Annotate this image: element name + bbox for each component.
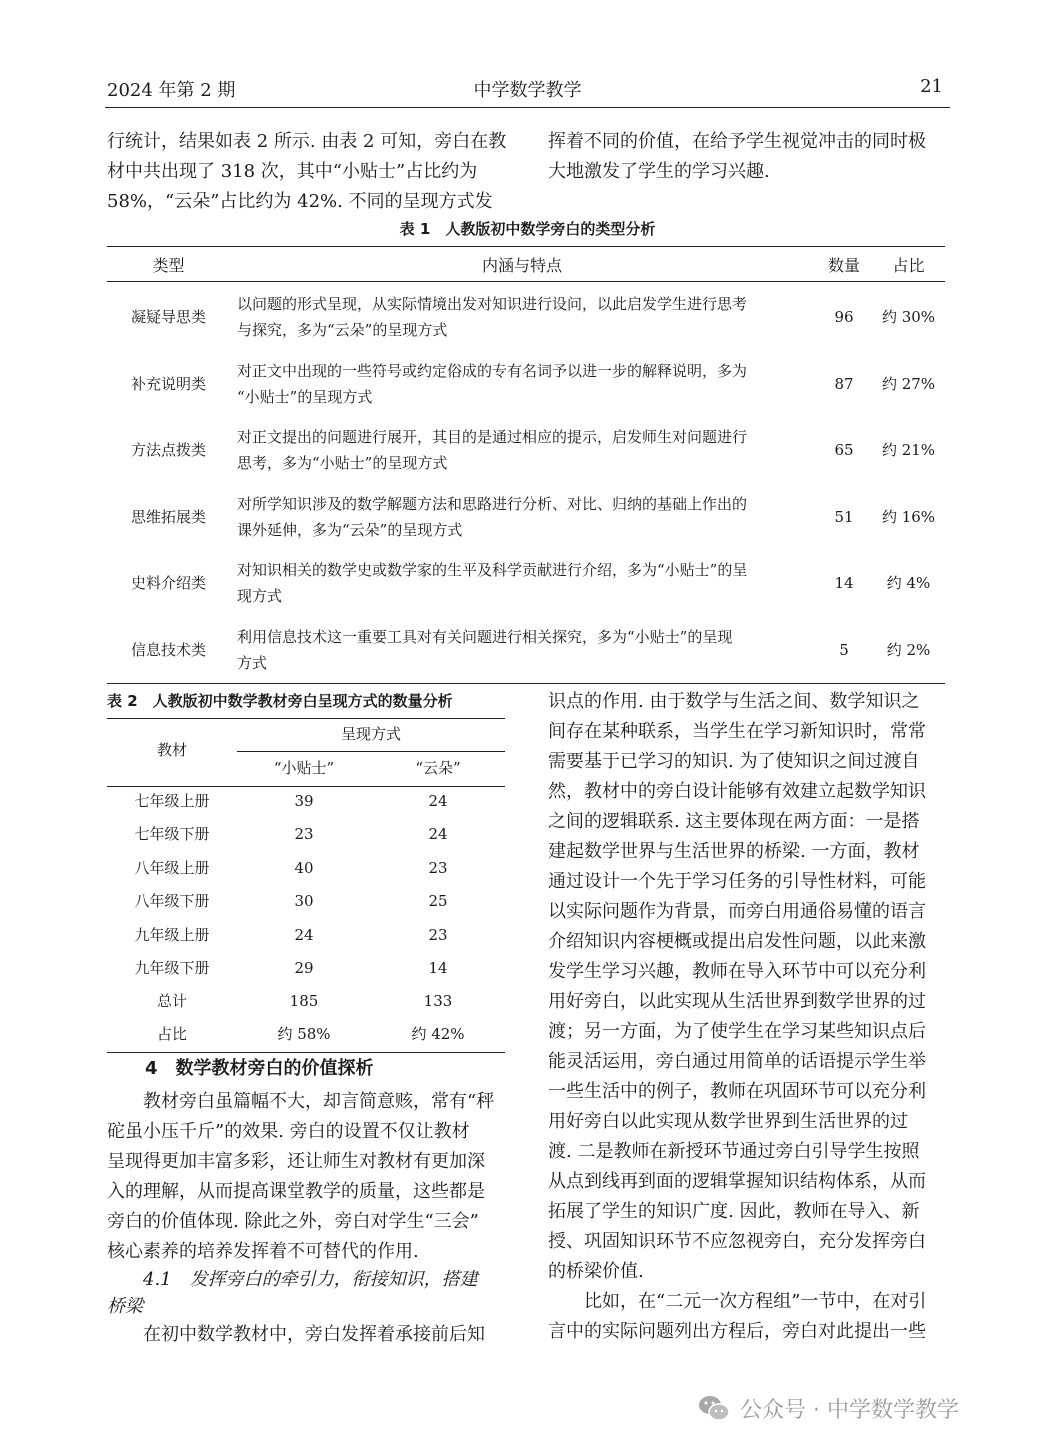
text-line: 之间的逻辑联系. 这主要体现在两方面：一是搭 — [548, 811, 920, 832]
table2-title: 表 2 人教版初中数学教材旁白呈现方式的数量分析 — [107, 692, 453, 710]
table1-bottom-rule — [107, 683, 945, 684]
desc-line: 与探究，多为“云朵”的呈现方式 — [237, 320, 448, 339]
desc-line: “小贴士”的呈现方式 — [237, 387, 373, 406]
subsection-title: 桥梁 — [107, 1296, 143, 1317]
text-line: 以实际问题作为背景，而旁白用通俗易懂的语言 — [548, 901, 926, 922]
table2-textbook: 七年级下册 — [134, 825, 210, 843]
text-line: 材中共出现了 318 次，其中“小贴士”占比约为 — [107, 161, 478, 182]
subsection-paragraph — [107, 1320, 509, 1350]
text-line: 教材旁白虽篇幅不大，却言简意赅，常有“秤 — [107, 1091, 495, 1112]
text-line: 挥着不同的价值，在给予学生视觉冲击的同时极 — [548, 131, 926, 152]
text-line: 拓展了学生的知识广度. 因此，教师在导入、新 — [548, 1201, 920, 1222]
table2-textbook: 八年级下册 — [134, 892, 210, 910]
table2-tip-count: 39 — [294, 792, 314, 810]
text-line: 在初中数学教材中，旁白发挥着承接前后知 — [107, 1324, 485, 1345]
table1-pct: 约 27% — [881, 375, 936, 393]
text-line: 旁白的价值体现. 除此之外，旁白对学生“三会” — [107, 1211, 479, 1232]
table2-cloud-count: 24 — [428, 792, 448, 810]
section4-paragraph — [107, 1087, 509, 1267]
journal-title: 中学数学教学 — [473, 80, 582, 101]
table1-count: 51 — [834, 507, 854, 526]
text-line: 通过设计一个先于学习任务的引导性材料，可能 — [548, 871, 926, 892]
text-line: 用好旁白，以此实现从生活世界到数学世界的过 — [548, 991, 926, 1012]
desc-line: 对正文中出现的一些符号或约定俗成的专有名词予以进一步的解释说明，多为 — [237, 361, 748, 380]
issue-label: 2024 年第 2 期 — [107, 80, 236, 101]
desc-line: 对所学知识涉及的数学解题方法和思路进行分析、对比、归纳的基础上作出的 — [237, 494, 748, 513]
table2-textbook: 九年级上册 — [134, 926, 210, 944]
text-line: 呈现得更加丰富多彩，还让师生对教材有更加深 — [107, 1151, 485, 1172]
text-line: 一些生活中的例子，教师在巩固环节可以充分利 — [548, 1081, 926, 1102]
table2-cloud-count: 23 — [428, 926, 448, 944]
text-line: 大地激发了学生的学习兴趣. — [548, 161, 770, 182]
table2-bottom-rule — [107, 1052, 505, 1053]
desc-line: 现方式 — [237, 586, 283, 605]
table2-tip-count: 40 — [294, 859, 314, 877]
table1-type: 史料介绍类 — [130, 574, 206, 592]
table2-header-group: 呈现方式 — [340, 725, 401, 743]
text-line: 58%，“云朵”占比约为 42%. 不同的呈现方式发 — [107, 191, 493, 212]
table1-top-rule — [107, 246, 945, 247]
subsection-title: 4.1 发挥旁白的牵引力，衔接知识，搭建 — [107, 1269, 478, 1290]
table2-cloud-ratio: 约 42% — [411, 1025, 465, 1043]
desc-line: 对知识相关的数学史或数学家的生平及科学贡献进行介绍，多为“小贴士”的呈 — [237, 560, 748, 579]
desc-line: 利用信息技术这一重要工具对有关问题进行相关探究，多为“小贴士”的呈现 — [237, 627, 733, 646]
table2-tip-ratio: 约 58% — [277, 1025, 331, 1043]
table1-desc — [237, 350, 807, 417]
table2-total-label: 总计 — [156, 992, 187, 1010]
text-line: 间存在某种联系，当学生在学习新知识时，常常 — [548, 721, 926, 742]
table1-desc — [237, 283, 807, 350]
table2-tip-count: 30 — [294, 892, 314, 910]
section-title: 4 数学教材旁白的价值探析 — [145, 1058, 374, 1079]
text-line: 渡. 二是教师在新授环节通过旁白引导学生按照 — [548, 1141, 920, 1162]
desc-line: 以问题的形式呈现，从实际情境出发对知识进行设问，以此启发学生进行思考 — [237, 294, 748, 313]
table2-cloud-count: 24 — [428, 825, 448, 843]
table1-type: 信息技术类 — [130, 641, 206, 659]
table1-row — [107, 549, 945, 616]
table1-type: 思维拓展类 — [130, 508, 206, 526]
text-line: 需要基于已学习的知识. 为了使知识之间过渡自 — [548, 751, 920, 772]
table2-cloud-count: 25 — [428, 892, 448, 910]
table1-header-type: 类型 — [152, 256, 185, 275]
watermark-text: 公众号 · 中学数学教学 — [740, 1397, 959, 1423]
table2-tip-count: 24 — [294, 926, 314, 944]
watermark — [698, 1390, 959, 1426]
table1-row — [107, 283, 945, 350]
table2-cloud-count: 14 — [428, 959, 448, 977]
text-line: 识点的作用. 由于数学与生活之间、数学知识之 — [548, 691, 920, 712]
wechat-icon — [698, 1394, 730, 1422]
table1-header-desc: 内涵与特点 — [481, 256, 562, 275]
table2-textbook: 九年级下册 — [134, 959, 210, 977]
table1-type: 方法点拨类 — [130, 441, 206, 459]
table1-header-count: 数量 — [827, 256, 860, 275]
text-line: 渡；另一方面，为了使学生在学习某些知识点后 — [548, 1021, 926, 1042]
right-column-text — [548, 687, 950, 1347]
table1-type: 补充说明类 — [130, 375, 206, 393]
table2-ratio-label: 占比 — [156, 1025, 187, 1043]
table1-row — [107, 350, 945, 417]
desc-line: 对正文提出的问题进行展开，其目的是通过相应的提示，启发师生对问题进行 — [237, 427, 748, 446]
table1-pct: 约 16% — [881, 508, 936, 526]
table1-row — [107, 616, 945, 683]
table2-tip-count: 29 — [294, 959, 314, 977]
table1-header-rule — [107, 281, 945, 282]
table1-pct: 约 4% — [886, 574, 931, 592]
table1-row — [107, 416, 945, 483]
table1-desc — [237, 416, 807, 483]
intro-left-column — [107, 127, 507, 217]
text-line: 核心素养的培养发挥着不可替代的作用. — [107, 1241, 419, 1262]
text-line: 砣虽小压千斤”的效果. 旁白的设置不仅让教材 — [107, 1121, 470, 1142]
text-line: 从点到线再到面的逻辑掌握知识结构体系，从而 — [548, 1171, 926, 1192]
table1-type: 凝疑导思类 — [130, 308, 206, 326]
text-line: 发学生学习兴趣，教师在导入环节中可以充分利 — [548, 961, 926, 982]
table2-header-textbook: 教材 — [156, 741, 187, 759]
table2-cloud-total: 133 — [423, 992, 453, 1010]
table2-header-cloud: “云朵” — [415, 759, 461, 777]
table1-header-pct: 占比 — [892, 256, 925, 275]
text-line: 言中的实际问题列出方程后，旁白对此提出一些 — [548, 1321, 926, 1342]
table1-row — [107, 483, 945, 550]
table2-tip-count: 23 — [294, 825, 314, 843]
table1-pct: 约 21% — [881, 441, 936, 459]
table1-pct: 约 30% — [881, 308, 936, 326]
table2-textbook: 八年级上册 — [134, 859, 210, 877]
intro-right-column — [548, 127, 950, 187]
table1-desc — [237, 549, 807, 616]
table2-cloud-count: 23 — [428, 859, 448, 877]
text-line: 然，教材中的旁白设计能够有效建立起数学知识 — [548, 781, 926, 802]
table1-count: 96 — [834, 307, 854, 326]
text-line: 建起数学世界与生活世界的桥梁. 一方面，教材 — [548, 841, 920, 862]
table2-tip-total: 185 — [289, 992, 319, 1010]
table2-textbook: 七年级上册 — [134, 792, 210, 810]
table2-header-tip: “小贴士” — [273, 759, 335, 777]
desc-line: 课外延伸，多为“云朵”的呈现方式 — [237, 520, 463, 539]
desc-line: 方式 — [237, 653, 268, 672]
text-line: 行统计，结果如表 2 所示. 由表 2 可知，旁白在教 — [107, 131, 507, 152]
table1-count: 87 — [834, 374, 854, 393]
text-line: 比如，在“二元一次方程组”一节中，在对引 — [548, 1291, 927, 1312]
text-line: 的桥梁价值. — [548, 1261, 644, 1282]
desc-line: 思考，多为“小贴士”的呈现方式 — [237, 453, 448, 472]
page-number: 21 — [920, 76, 943, 97]
text-line: 用好旁白以此实现从数学世界到生活世界的过 — [548, 1111, 908, 1132]
table1-count: 14 — [834, 573, 854, 592]
text-line: 授、巩固知识环节不应忽视旁白，充分发挥旁白 — [548, 1231, 926, 1252]
table1-pct: 约 2% — [886, 641, 931, 659]
table1-count: 65 — [834, 440, 854, 459]
header-rule — [105, 107, 950, 108]
text-line: 入的理解，从而提高课堂教学的质量，这些都是 — [107, 1181, 485, 1202]
table1-count: 5 — [839, 640, 849, 659]
table1-title: 表 1 人教版初中数学旁白的类型分析 — [399, 220, 656, 238]
text-line: 能灵活运用，旁白通过用简单的话语提示学生举 — [548, 1051, 926, 1072]
table1-desc — [237, 616, 807, 683]
text-line: 介绍知识内容梗概或提出启发性问题，以此来激 — [548, 931, 926, 952]
table1-desc — [237, 483, 807, 550]
